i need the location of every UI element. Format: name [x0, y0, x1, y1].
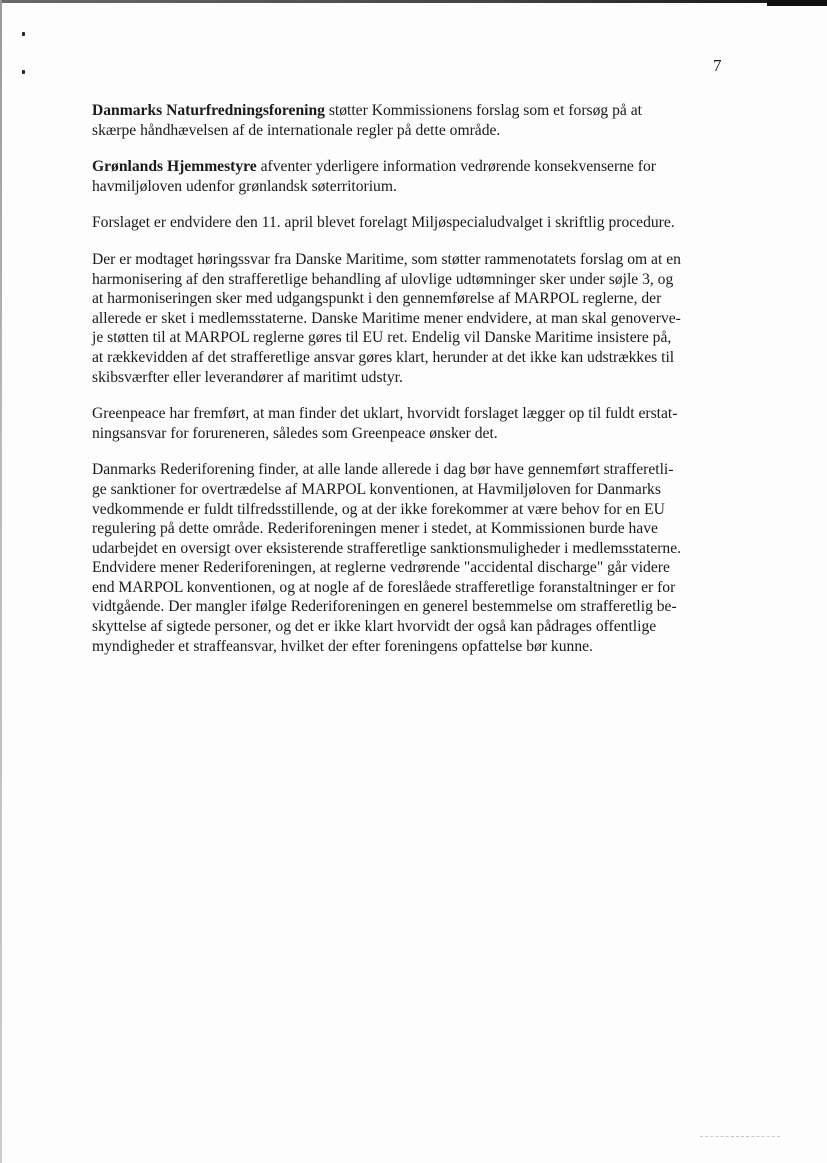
text-line [92, 348, 742, 368]
text-line [92, 637, 742, 657]
text-line [92, 328, 742, 348]
paragraph [92, 157, 742, 196]
text-line [92, 250, 742, 270]
text-line [92, 617, 742, 637]
line-text: havmiljøloven udenfor grønlandsk søterritorium. [92, 177, 397, 195]
paragraph [92, 250, 742, 387]
scan-top-corner [767, 0, 827, 6]
line-text: allerede er sket i medlemsstaterne. Danske Maritime mener endvidere, at man skal genoverve- [92, 309, 681, 327]
scan-left-edge [0, 0, 2, 1163]
line-text: regulering på dette område. Rederiforeningen mener i stedet, at Kommissionen burde have [92, 520, 658, 538]
punch-mark [22, 70, 25, 74]
line-text: støtter Kommissionens forslag som et forsøg på at [324, 102, 642, 119]
punch-mark [22, 32, 25, 36]
line-text: harmonisering af den strafferetlige behandling af ulovlige udtømninger sker under søjle 3, og [92, 270, 674, 288]
line-text: skærpe håndhævelsen af de internationale regler på dette område. [92, 121, 501, 139]
text-line [92, 121, 742, 141]
paragraph [92, 213, 742, 233]
line-text: vedkommende er fuldt tilfredsstillende, og at der ikke forekommer at være behov for en EU [92, 500, 665, 518]
line-text: at rækkevidden af det strafferetlige ansvar gøres klart, herunder at det ikke kan udstrækkes til [92, 348, 675, 366]
paragraph [92, 404, 742, 443]
line-text: ge sanktioner for overtrædelse af MARPOL konventionen, at Havmiljøloven for Danmarks [92, 480, 661, 498]
line-text: Forslaget er endvidere den 11. april blevet forelagt Miljøspecialudvalget i skriftlig procedure. [92, 214, 675, 232]
paragraph [92, 101, 742, 140]
line-text: afventer yderligere information vedrørende konsekvenserne for [256, 158, 656, 176]
page-number: 7 [713, 56, 722, 75]
text-line [92, 213, 742, 233]
scan-top-edge [0, 0, 827, 3]
line-text: je støtten til at MARPOL reglerne gøres til EU ret. Endelig vil Danske Maritime insistere på, [92, 329, 672, 347]
text-line [92, 289, 742, 309]
paragraph [92, 460, 742, 656]
text-line [92, 460, 742, 480]
text-line [92, 597, 742, 617]
organization-name: Grønlands Hjemmestyre [92, 158, 257, 176]
text-line [92, 539, 742, 559]
document-body [92, 101, 742, 673]
text-line [92, 500, 742, 520]
line-text: Greenpeace har fremført, at man finder det uklart, hvorvidt forslaget lægger op til fuldt erstat- [92, 405, 678, 423]
text-line [92, 424, 742, 444]
text-line [92, 480, 742, 500]
line-text: Der er modtaget høringssvar fra Danske Maritime, som støtter rammenotatets forslag om at en [92, 250, 681, 268]
line-text: end MARPOL konventionen, og at nogle af de foreslåede strafferetlige foranstaltninger er for [92, 578, 676, 596]
line-text: vidtgående. Der mangler ifølge Rederiforeningen en generel bestemmelse om strafferetlig be- [92, 598, 677, 616]
text-line [92, 368, 742, 388]
text-line [92, 519, 742, 539]
line-text: skyttelse af sigtede personer, og det er ikke klart hvorvidt der også kan pådrages offentlige [92, 618, 657, 636]
line-text: at harmoniseringen sker med udgangspunkt i den gennemførelse af MARPOL reglerne, der [92, 290, 662, 308]
text-line [92, 558, 742, 578]
organization-name: Danmarks Naturfredningsforening [92, 102, 325, 119]
line-text: myndigheder et straffeansvar, hvilket der efter foreningens opfattelse bør kunne. [92, 637, 593, 655]
line-text: skibsværfter eller leverandører af maritimt udstyr. [92, 368, 403, 386]
scan-artifact [700, 1136, 780, 1138]
text-line [92, 309, 742, 329]
text-line [92, 157, 742, 177]
line-text: Danmarks Rederiforening finder, at alle lande allerede i dag bør have gennemført strafferetli- [92, 461, 674, 479]
line-text: udarbejdet en oversigt over eksisterende strafferetlige sanktionsmuligheder i medlemsstaterne. [92, 539, 682, 557]
text-line [92, 101, 742, 121]
text-line [92, 270, 742, 290]
line-text: Endvidere mener Rederiforeningen, at reglerne vedrørende "accidental discharge" går videre [92, 559, 670, 577]
text-line [92, 177, 742, 197]
text-line [92, 404, 742, 424]
text-line [92, 578, 742, 598]
line-text: ningsansvar for forureneren, således som Greenpeace ønsker det. [92, 424, 498, 442]
